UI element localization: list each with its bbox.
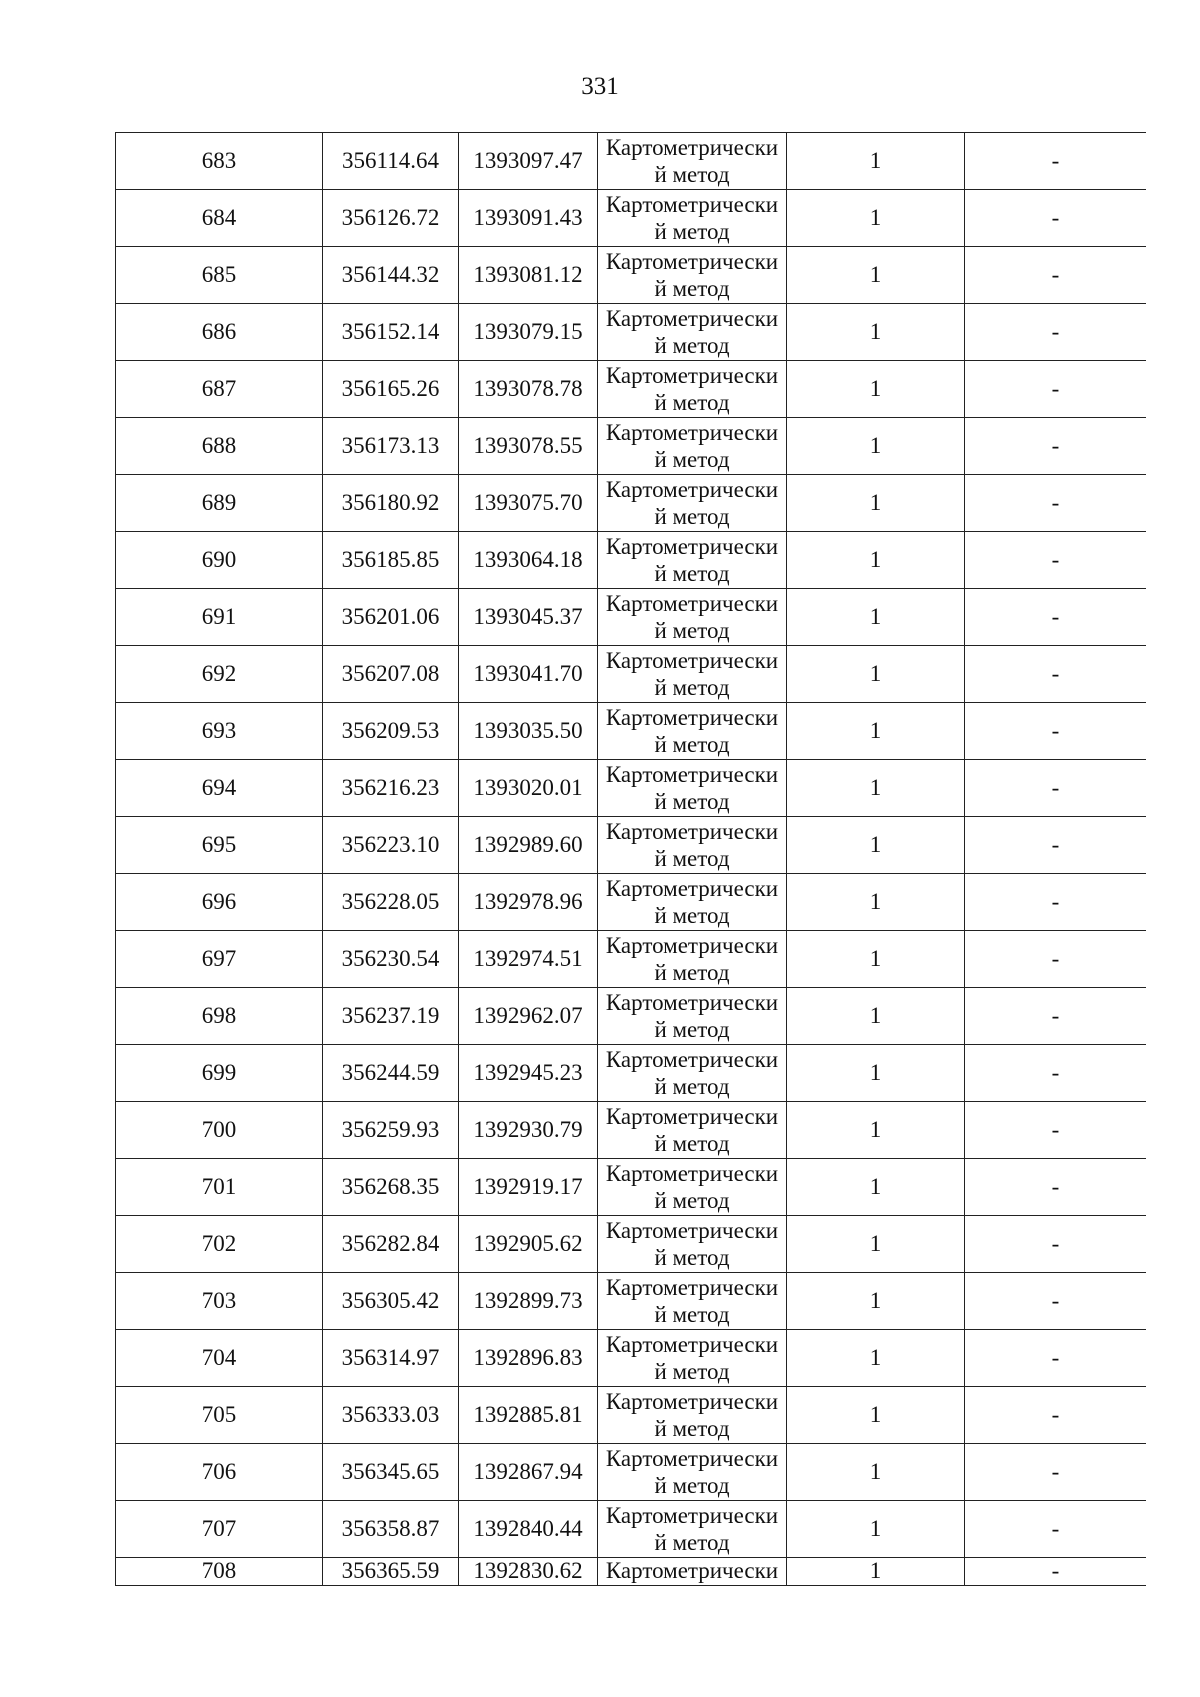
table-row: [116, 646, 1147, 703]
value-cell: 1: [787, 817, 965, 874]
value-cell: 1: [787, 418, 965, 475]
dash-cell: -: [965, 304, 1147, 361]
value-cell: 1: [787, 133, 965, 190]
table-row: [116, 1387, 1147, 1444]
method-line-1: Картометрически: [605, 933, 779, 958]
method-line-1: Картометрически: [605, 135, 779, 160]
point-number-cell: 696: [116, 874, 323, 931]
table-row: [116, 133, 1147, 190]
y-coordinate-cell: 1392867.94: [459, 1444, 598, 1501]
point-number-cell: 697: [116, 931, 323, 988]
y-coordinate-cell: 1392840.44: [459, 1501, 598, 1558]
point-number-cell: 691: [116, 589, 323, 646]
x-coordinate-cell: 356305.42: [323, 1273, 459, 1330]
table-row: [116, 1273, 1147, 1330]
method-cell: [598, 589, 787, 646]
method-cell: [598, 931, 787, 988]
point-number-cell: 695: [116, 817, 323, 874]
method-line-1: Картометрически: [605, 705, 779, 730]
dash-cell: -: [965, 133, 1147, 190]
point-number-cell: 699: [116, 1045, 323, 1102]
value-cell: 1: [787, 1102, 965, 1159]
x-coordinate-cell: 356165.26: [323, 361, 459, 418]
method-cell: [598, 817, 787, 874]
value-cell: 1: [787, 1330, 965, 1387]
method-line-2: й метод: [654, 1188, 730, 1213]
value-cell: 1: [787, 475, 965, 532]
page-number: 331: [581, 73, 619, 100]
point-number-cell: 684: [116, 190, 323, 247]
x-coordinate-cell: 356223.10: [323, 817, 459, 874]
method-line-1: Картометрически: [605, 192, 779, 217]
dash-cell: -: [965, 589, 1147, 646]
x-coordinate-cell: 356152.14: [323, 304, 459, 361]
method-line-1: Картометрически: [605, 819, 779, 844]
value-cell: 1: [787, 931, 965, 988]
value-cell: 1: [787, 1387, 965, 1444]
method-line-1: Картометрически: [605, 534, 779, 559]
dash-cell: -: [965, 931, 1147, 988]
dash-cell: -: [965, 874, 1147, 931]
x-coordinate-cell: 356185.85: [323, 532, 459, 589]
dash-cell: -: [965, 817, 1147, 874]
method-line-2: й метод: [654, 333, 730, 358]
value-cell: 1: [787, 532, 965, 589]
table-row: [116, 532, 1147, 589]
value-cell: 1: [787, 190, 965, 247]
point-number-cell: 705: [116, 1387, 323, 1444]
y-coordinate-cell: 1393045.37: [459, 589, 598, 646]
y-coordinate-cell: 1393041.70: [459, 646, 598, 703]
x-coordinate-cell: 356358.87: [323, 1501, 459, 1558]
value-cell: 1: [787, 1216, 965, 1273]
method-line-1: Картометрически: [605, 591, 779, 616]
x-coordinate-cell: 356173.13: [323, 418, 459, 475]
method-cell: [598, 1444, 787, 1501]
y-coordinate-cell: 1392905.62: [459, 1216, 598, 1273]
dash-cell: -: [965, 1387, 1147, 1444]
point-number-cell: 706: [116, 1444, 323, 1501]
dash-cell: -: [965, 1330, 1147, 1387]
point-number-cell: 686: [116, 304, 323, 361]
table-row: [116, 1558, 1147, 1586]
method-line-1: Картометрически: [605, 420, 779, 445]
dash-cell: -: [965, 988, 1147, 1045]
x-coordinate-cell: 356144.32: [323, 247, 459, 304]
value-cell: 1: [787, 1558, 965, 1586]
method-cell: [598, 133, 787, 190]
y-coordinate-cell: 1392899.73: [459, 1273, 598, 1330]
y-coordinate-cell: 1393097.47: [459, 133, 598, 190]
x-coordinate-cell: 356209.53: [323, 703, 459, 760]
value-cell: 1: [787, 703, 965, 760]
table-row: [116, 760, 1147, 817]
table-row: [116, 1159, 1147, 1216]
method-cell: [598, 1159, 787, 1216]
value-cell: 1: [787, 1501, 965, 1558]
point-number-cell: 694: [116, 760, 323, 817]
method-cell: [598, 304, 787, 361]
value-cell: 1: [787, 1159, 965, 1216]
method-line-2: й метод: [654, 732, 730, 757]
dash-cell: -: [965, 475, 1147, 532]
method-cell: [598, 988, 787, 1045]
dash-cell: -: [965, 1444, 1147, 1501]
y-coordinate-cell: 1393020.01: [459, 760, 598, 817]
method-line-1: Картометрически: [605, 477, 779, 502]
method-cell: [598, 760, 787, 817]
method-line-2: й метод: [654, 903, 730, 928]
table-row: [116, 931, 1147, 988]
point-number-cell: 692: [116, 646, 323, 703]
method-line-1: Картометрически: [605, 1161, 779, 1186]
method-line-2: й метод: [654, 276, 730, 301]
x-coordinate-cell: 356345.65: [323, 1444, 459, 1501]
method-line-2: й метод: [654, 1416, 730, 1441]
table-row: [116, 304, 1147, 361]
x-coordinate-cell: 356126.72: [323, 190, 459, 247]
method-cell: [598, 1273, 787, 1330]
x-coordinate-cell: 356201.06: [323, 589, 459, 646]
method-cell: [598, 1501, 787, 1558]
point-number-cell: 707: [116, 1501, 323, 1558]
method-line-1: Картометрически: [605, 363, 779, 388]
dash-cell: -: [965, 1102, 1147, 1159]
method-line-2: й метод: [654, 960, 730, 985]
point-number-cell: 687: [116, 361, 323, 418]
y-coordinate-cell: 1393081.12: [459, 247, 598, 304]
dash-cell: -: [965, 1558, 1147, 1586]
method-cell: [598, 418, 787, 475]
method-line-2: й метод: [654, 1473, 730, 1498]
x-coordinate-cell: 356237.19: [323, 988, 459, 1045]
method-line-2: й метод: [654, 1017, 730, 1042]
method-line-2: й метод: [654, 789, 730, 814]
method-line-1: Картометрически: [605, 1275, 779, 1300]
y-coordinate-cell: 1393064.18: [459, 532, 598, 589]
point-number-cell: 700: [116, 1102, 323, 1159]
table-row: [116, 361, 1147, 418]
method-cell: [598, 1330, 787, 1387]
y-coordinate-cell: 1393035.50: [459, 703, 598, 760]
y-coordinate-cell: 1393078.78: [459, 361, 598, 418]
dash-cell: -: [965, 190, 1147, 247]
y-coordinate-cell: 1393075.70: [459, 475, 598, 532]
x-coordinate-cell: 356259.93: [323, 1102, 459, 1159]
method-line-2: й метод: [654, 846, 730, 871]
point-number-cell: 708: [116, 1558, 323, 1586]
x-coordinate-cell: 356314.97: [323, 1330, 459, 1387]
point-number-cell: 685: [116, 247, 323, 304]
table-row: [116, 1330, 1147, 1387]
dash-cell: -: [965, 1273, 1147, 1330]
y-coordinate-cell: 1392974.51: [459, 931, 598, 988]
method-cell: [598, 646, 787, 703]
value-cell: 1: [787, 988, 965, 1045]
table-row: [116, 247, 1147, 304]
x-coordinate-cell: 356114.64: [323, 133, 459, 190]
table-row: [116, 703, 1147, 760]
y-coordinate-cell: 1393078.55: [459, 418, 598, 475]
method-line-2: й метод: [654, 390, 730, 415]
value-cell: 1: [787, 304, 965, 361]
x-coordinate-cell: 356180.92: [323, 475, 459, 532]
y-coordinate-cell: 1392830.62: [459, 1558, 598, 1586]
method-cell: [598, 190, 787, 247]
method-line-1: Картометрически: [605, 876, 779, 901]
dash-cell: -: [965, 646, 1147, 703]
table-row: [116, 1501, 1147, 1558]
table-body: [116, 133, 1147, 1586]
dash-cell: -: [965, 361, 1147, 418]
method-cell: [598, 361, 787, 418]
method-line-2: й метод: [654, 162, 730, 187]
table-row: [116, 475, 1147, 532]
y-coordinate-cell: 1393091.43: [459, 190, 598, 247]
table-row: [116, 418, 1147, 475]
dash-cell: -: [965, 418, 1147, 475]
y-coordinate-cell: 1392885.81: [459, 1387, 598, 1444]
method-cell: [598, 1387, 787, 1444]
table-row: [116, 1216, 1147, 1273]
method-line-2: й метод: [654, 561, 730, 586]
method-line-1: Картометрически: [605, 648, 779, 673]
dash-cell: -: [965, 1216, 1147, 1273]
method-cell: [598, 1102, 787, 1159]
method-line-2: й метод: [654, 1131, 730, 1156]
method-line-1: Картометрически: [605, 1047, 779, 1072]
value-cell: 1: [787, 646, 965, 703]
method-cell: [598, 703, 787, 760]
table-row: [116, 190, 1147, 247]
coordinates-table: [115, 132, 1146, 1586]
point-number-cell: 690: [116, 532, 323, 589]
value-cell: 1: [787, 874, 965, 931]
method-line-2: й метод: [654, 1074, 730, 1099]
x-coordinate-cell: 356268.35: [323, 1159, 459, 1216]
method-line-2: й метод: [654, 1302, 730, 1327]
method-line-1: Картометрически: [605, 1332, 779, 1357]
method-line-1: Картометрически: [605, 1218, 779, 1243]
method-line-1: Картометрически: [605, 1104, 779, 1129]
y-coordinate-cell: 1392962.07: [459, 988, 598, 1045]
value-cell: 1: [787, 247, 965, 304]
table-row: [116, 874, 1147, 931]
value-cell: 1: [787, 589, 965, 646]
table-row: [116, 1045, 1147, 1102]
point-number-cell: 704: [116, 1330, 323, 1387]
method-line-2: й метод: [654, 675, 730, 700]
point-number-cell: 702: [116, 1216, 323, 1273]
method-line-1: Картометрически: [605, 1558, 779, 1583]
y-coordinate-cell: 1393079.15: [459, 304, 598, 361]
method-line-1: Картометрически: [605, 1503, 779, 1528]
value-cell: 1: [787, 1045, 965, 1102]
value-cell: 1: [787, 760, 965, 817]
dash-cell: -: [965, 1045, 1147, 1102]
table-row: [116, 589, 1147, 646]
method-line-2: й метод: [654, 618, 730, 643]
coordinates-table-wrapper: [115, 132, 1146, 1599]
dash-cell: -: [965, 1159, 1147, 1216]
method-line-1: Картометрически: [605, 990, 779, 1015]
y-coordinate-cell: 1392930.79: [459, 1102, 598, 1159]
value-cell: 1: [787, 1444, 965, 1501]
y-coordinate-cell: 1392919.17: [459, 1159, 598, 1216]
x-coordinate-cell: 356216.23: [323, 760, 459, 817]
method-line-2: й метод: [654, 1359, 730, 1384]
y-coordinate-cell: 1392989.60: [459, 817, 598, 874]
method-line-2: й метод: [654, 504, 730, 529]
method-cell: [598, 874, 787, 931]
value-cell: 1: [787, 361, 965, 418]
x-coordinate-cell: 356244.59: [323, 1045, 459, 1102]
table-row: [116, 1444, 1147, 1501]
x-coordinate-cell: 356333.03: [323, 1387, 459, 1444]
method-line-2: й метод: [654, 219, 730, 244]
method-line-2: й метод: [654, 1530, 730, 1555]
point-number-cell: 701: [116, 1159, 323, 1216]
point-number-cell: 688: [116, 418, 323, 475]
method-cell: [598, 1216, 787, 1273]
x-coordinate-cell: 356282.84: [323, 1216, 459, 1273]
dash-cell: -: [965, 760, 1147, 817]
dash-cell: -: [965, 703, 1147, 760]
method-cell: [598, 1558, 787, 1586]
x-coordinate-cell: 356228.05: [323, 874, 459, 931]
y-coordinate-cell: 1392896.83: [459, 1330, 598, 1387]
dash-cell: -: [965, 1501, 1147, 1558]
x-coordinate-cell: 356365.59: [323, 1558, 459, 1586]
method-cell: [598, 475, 787, 532]
method-cell: [598, 1045, 787, 1102]
method-line-1: Картометрически: [605, 762, 779, 787]
dash-cell: -: [965, 532, 1147, 589]
method-line-1: Картометрически: [605, 1446, 779, 1471]
table-row: [116, 817, 1147, 874]
point-number-cell: 698: [116, 988, 323, 1045]
x-coordinate-cell: 356207.08: [323, 646, 459, 703]
method-cell: [598, 247, 787, 304]
dash-cell: -: [965, 247, 1147, 304]
point-number-cell: 703: [116, 1273, 323, 1330]
method-line-1: Картометрически: [605, 249, 779, 274]
value-cell: 1: [787, 1273, 965, 1330]
y-coordinate-cell: 1392978.96: [459, 874, 598, 931]
table-row: [116, 1102, 1147, 1159]
table-row: [116, 988, 1147, 1045]
method-line-1: Картометрически: [605, 1389, 779, 1414]
point-number-cell: 683: [116, 133, 323, 190]
method-line-2: й метод: [654, 447, 730, 472]
x-coordinate-cell: 356230.54: [323, 931, 459, 988]
method-line-2: й метод: [654, 1245, 730, 1270]
method-cell: [598, 532, 787, 589]
method-line-1: Картометрически: [605, 306, 779, 331]
point-number-cell: 693: [116, 703, 323, 760]
y-coordinate-cell: 1392945.23: [459, 1045, 598, 1102]
point-number-cell: 689: [116, 475, 323, 532]
